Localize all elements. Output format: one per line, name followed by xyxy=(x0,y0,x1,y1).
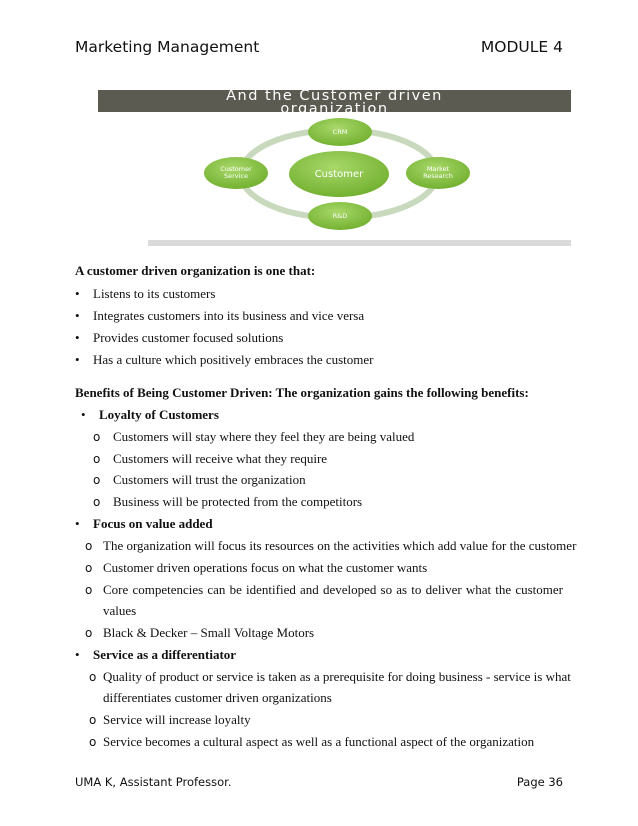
sub-bullet-marker: o xyxy=(85,583,93,597)
sub-bullet-marker: o xyxy=(89,713,97,727)
bullet-dot: • xyxy=(75,286,80,301)
list-item: Quality of product or service is taken as a prerequisite for doing business - service is what xyxy=(103,669,571,684)
list-item: Customer driven operations focus on what the customer wants xyxy=(103,560,428,575)
list-item: Customers will stay where they feel they are being valued xyxy=(113,429,415,444)
diagram-crm-label: CRM xyxy=(332,127,348,136)
list-item: Business will be protected from the competitors xyxy=(113,494,363,509)
header-title: Marketing Management xyxy=(75,38,260,56)
list-item-continuation: values xyxy=(103,603,137,618)
sub-bullet-marker: o xyxy=(89,735,97,749)
footer-page-number: Page 36 xyxy=(516,775,563,789)
section-heading-definition: A customer driven organization is one that: xyxy=(75,263,316,278)
benefit-title-loyalty: Loyalty of Customers xyxy=(99,407,219,422)
sub-bullet-marker: o xyxy=(89,670,97,684)
bullet-dot: • xyxy=(75,352,80,367)
list-item: Service will increase loyalty xyxy=(103,712,251,727)
list-item: The organization will focus its resources on the activities which add value for the customer xyxy=(103,538,577,553)
diagram-rnd-label: R&D xyxy=(332,211,348,220)
bullet-dot: • xyxy=(75,647,80,662)
list-item: Listens to its customers xyxy=(93,286,216,301)
diagram-market-research-label: Market Research xyxy=(423,165,453,180)
list-item-continuation: differentiates customer driven organizations xyxy=(103,690,332,705)
sub-bullet-marker: o xyxy=(93,430,101,444)
sub-bullet-marker: o xyxy=(93,452,101,466)
customer-driven-diagram xyxy=(98,90,571,248)
bullet-dot: • xyxy=(75,308,80,323)
list-item: Customers will receive what they require xyxy=(113,451,328,466)
diagram-center-label: Customer xyxy=(314,168,364,180)
diagram-customer-service-label: Customer Service xyxy=(220,165,252,180)
sub-bullet-marker: o xyxy=(93,473,101,487)
page-footer xyxy=(75,775,563,793)
benefit-title-service: Service as a differentiator xyxy=(93,647,237,662)
list-item: Provides customer focused solutions xyxy=(93,330,284,345)
list-item: Black & Decker – Small Voltage Motors xyxy=(103,625,315,640)
list-item: Has a culture which positively embraces the customer xyxy=(93,352,374,367)
header-module: MODULE 4 xyxy=(480,38,563,56)
list-item: Core competencies can be identified and developed so as to deliver what the customer xyxy=(103,582,563,597)
sub-bullet-marker: o xyxy=(85,561,93,575)
footer-author: UMA K, Assistant Professor. xyxy=(75,775,232,789)
list-item: Service becomes a cultural aspect as well as a functional aspect of the organization xyxy=(103,734,535,749)
list-item: Customers will trust the organization xyxy=(113,472,306,487)
bullet-dot: • xyxy=(75,330,80,345)
list-item: Integrates customers into its business and vice versa xyxy=(93,308,365,323)
sub-bullet-marker: o xyxy=(93,495,101,509)
page-header xyxy=(75,38,563,60)
bullet-dot: • xyxy=(81,407,86,422)
bullet-dot: • xyxy=(75,516,80,531)
diagram-title-line-2: organization xyxy=(280,101,389,117)
sub-bullet-marker: o xyxy=(85,626,93,640)
sub-bullet-marker: o xyxy=(85,539,93,553)
diagram-title-line-1: And the Customer driven xyxy=(226,90,443,104)
benefit-title-value-added: Focus on value added xyxy=(93,516,213,531)
section-heading-benefits: Benefits of Being Customer Driven: The organization gains the following benefits: xyxy=(75,385,529,400)
